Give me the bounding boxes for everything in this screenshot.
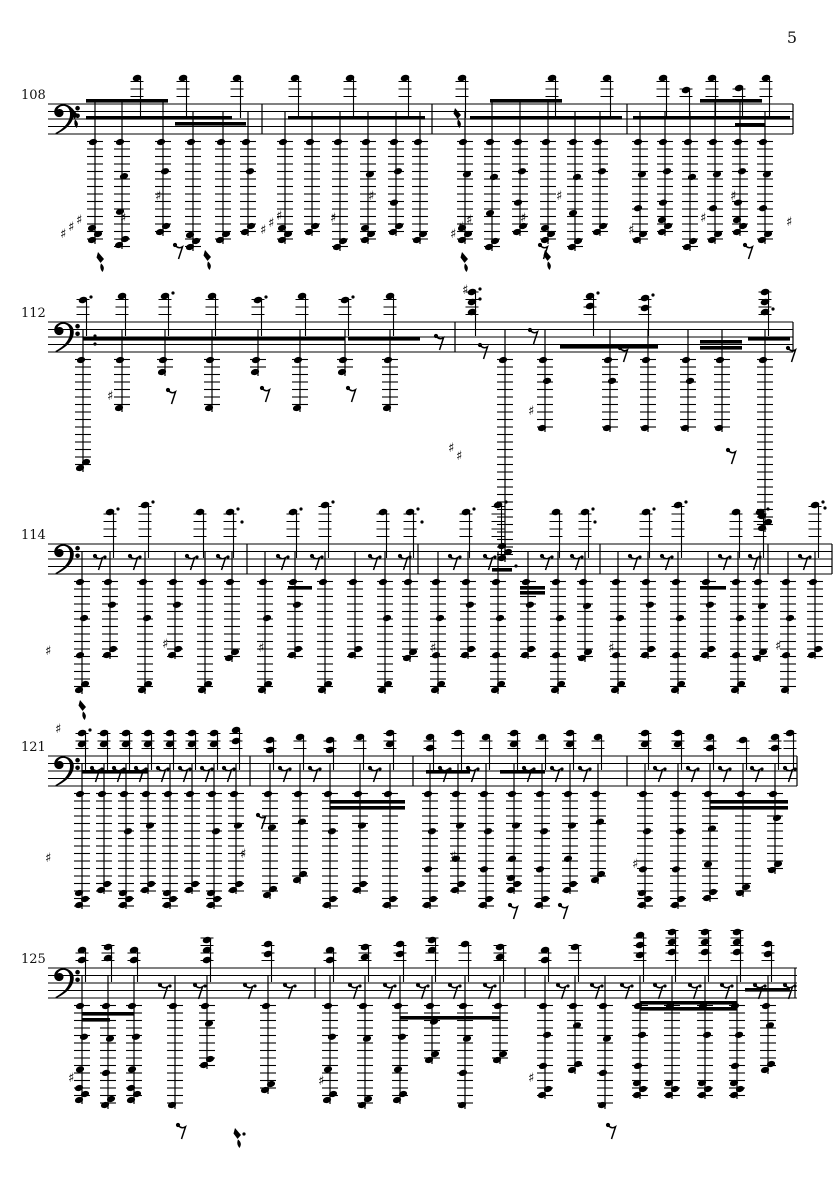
svg-text:♯: ♯ [730, 189, 737, 204]
measure-number-system-4: 121 [21, 740, 46, 755]
svg-text:♯: ♯ [700, 211, 707, 226]
svg-text:♯: ♯ [155, 189, 162, 204]
svg-text:♯: ♯ [528, 1071, 535, 1086]
svg-text:♯: ♯ [520, 211, 527, 226]
svg-text:♯: ♯ [632, 857, 639, 872]
svg-text:♯: ♯ [60, 227, 67, 242]
measure-number-system-1: 108 [21, 88, 46, 103]
svg-text:♯: ♯ [775, 639, 782, 654]
svg-text:♯: ♯ [330, 211, 337, 226]
svg-text:♯: ♯ [55, 722, 62, 737]
svg-text:♯: ♯ [240, 847, 247, 862]
svg-text:♯: ♯ [458, 220, 465, 235]
svg-text:♯: ♯ [450, 227, 457, 242]
svg-text:♯: ♯ [268, 216, 275, 231]
measure-number-system-5: 125 [21, 952, 46, 967]
svg-text:♯: ♯ [45, 644, 52, 659]
svg-text:♯: ♯ [276, 209, 283, 224]
svg-text:♯: ♯ [68, 220, 75, 235]
measure-number-system-2: 112 [21, 306, 46, 321]
page-number: 5 [786, 28, 797, 47]
svg-text:♯: ♯ [528, 404, 535, 419]
svg-text:♯: ♯ [450, 849, 457, 864]
svg-text:♯: ♯ [462, 283, 469, 298]
svg-text:♯: ♯ [628, 223, 635, 238]
svg-text:♯: ♯ [786, 215, 793, 230]
svg-text:♯: ♯ [76, 213, 83, 228]
svg-text:♯: ♯ [260, 223, 267, 238]
svg-text:♯: ♯ [368, 189, 375, 204]
svg-text:♯: ♯ [120, 211, 127, 226]
measure-number-system-3: 114 [21, 528, 46, 543]
svg-text:♯: ♯ [556, 189, 563, 204]
svg-text:♯: ♯ [608, 641, 615, 656]
svg-text:♯: ♯ [258, 641, 265, 656]
svg-text:♯: ♯ [162, 637, 169, 652]
svg-text:♯: ♯ [107, 389, 114, 404]
svg-text:♯: ♯ [430, 641, 437, 656]
svg-text:♯: ♯ [448, 441, 455, 456]
svg-text:♯: ♯ [318, 1074, 325, 1089]
svg-text:♯: ♯ [466, 213, 473, 228]
svg-text:♯: ♯ [45, 851, 52, 866]
svg-text:♯: ♯ [68, 1071, 75, 1086]
svg-text:♯: ♯ [456, 449, 463, 464]
